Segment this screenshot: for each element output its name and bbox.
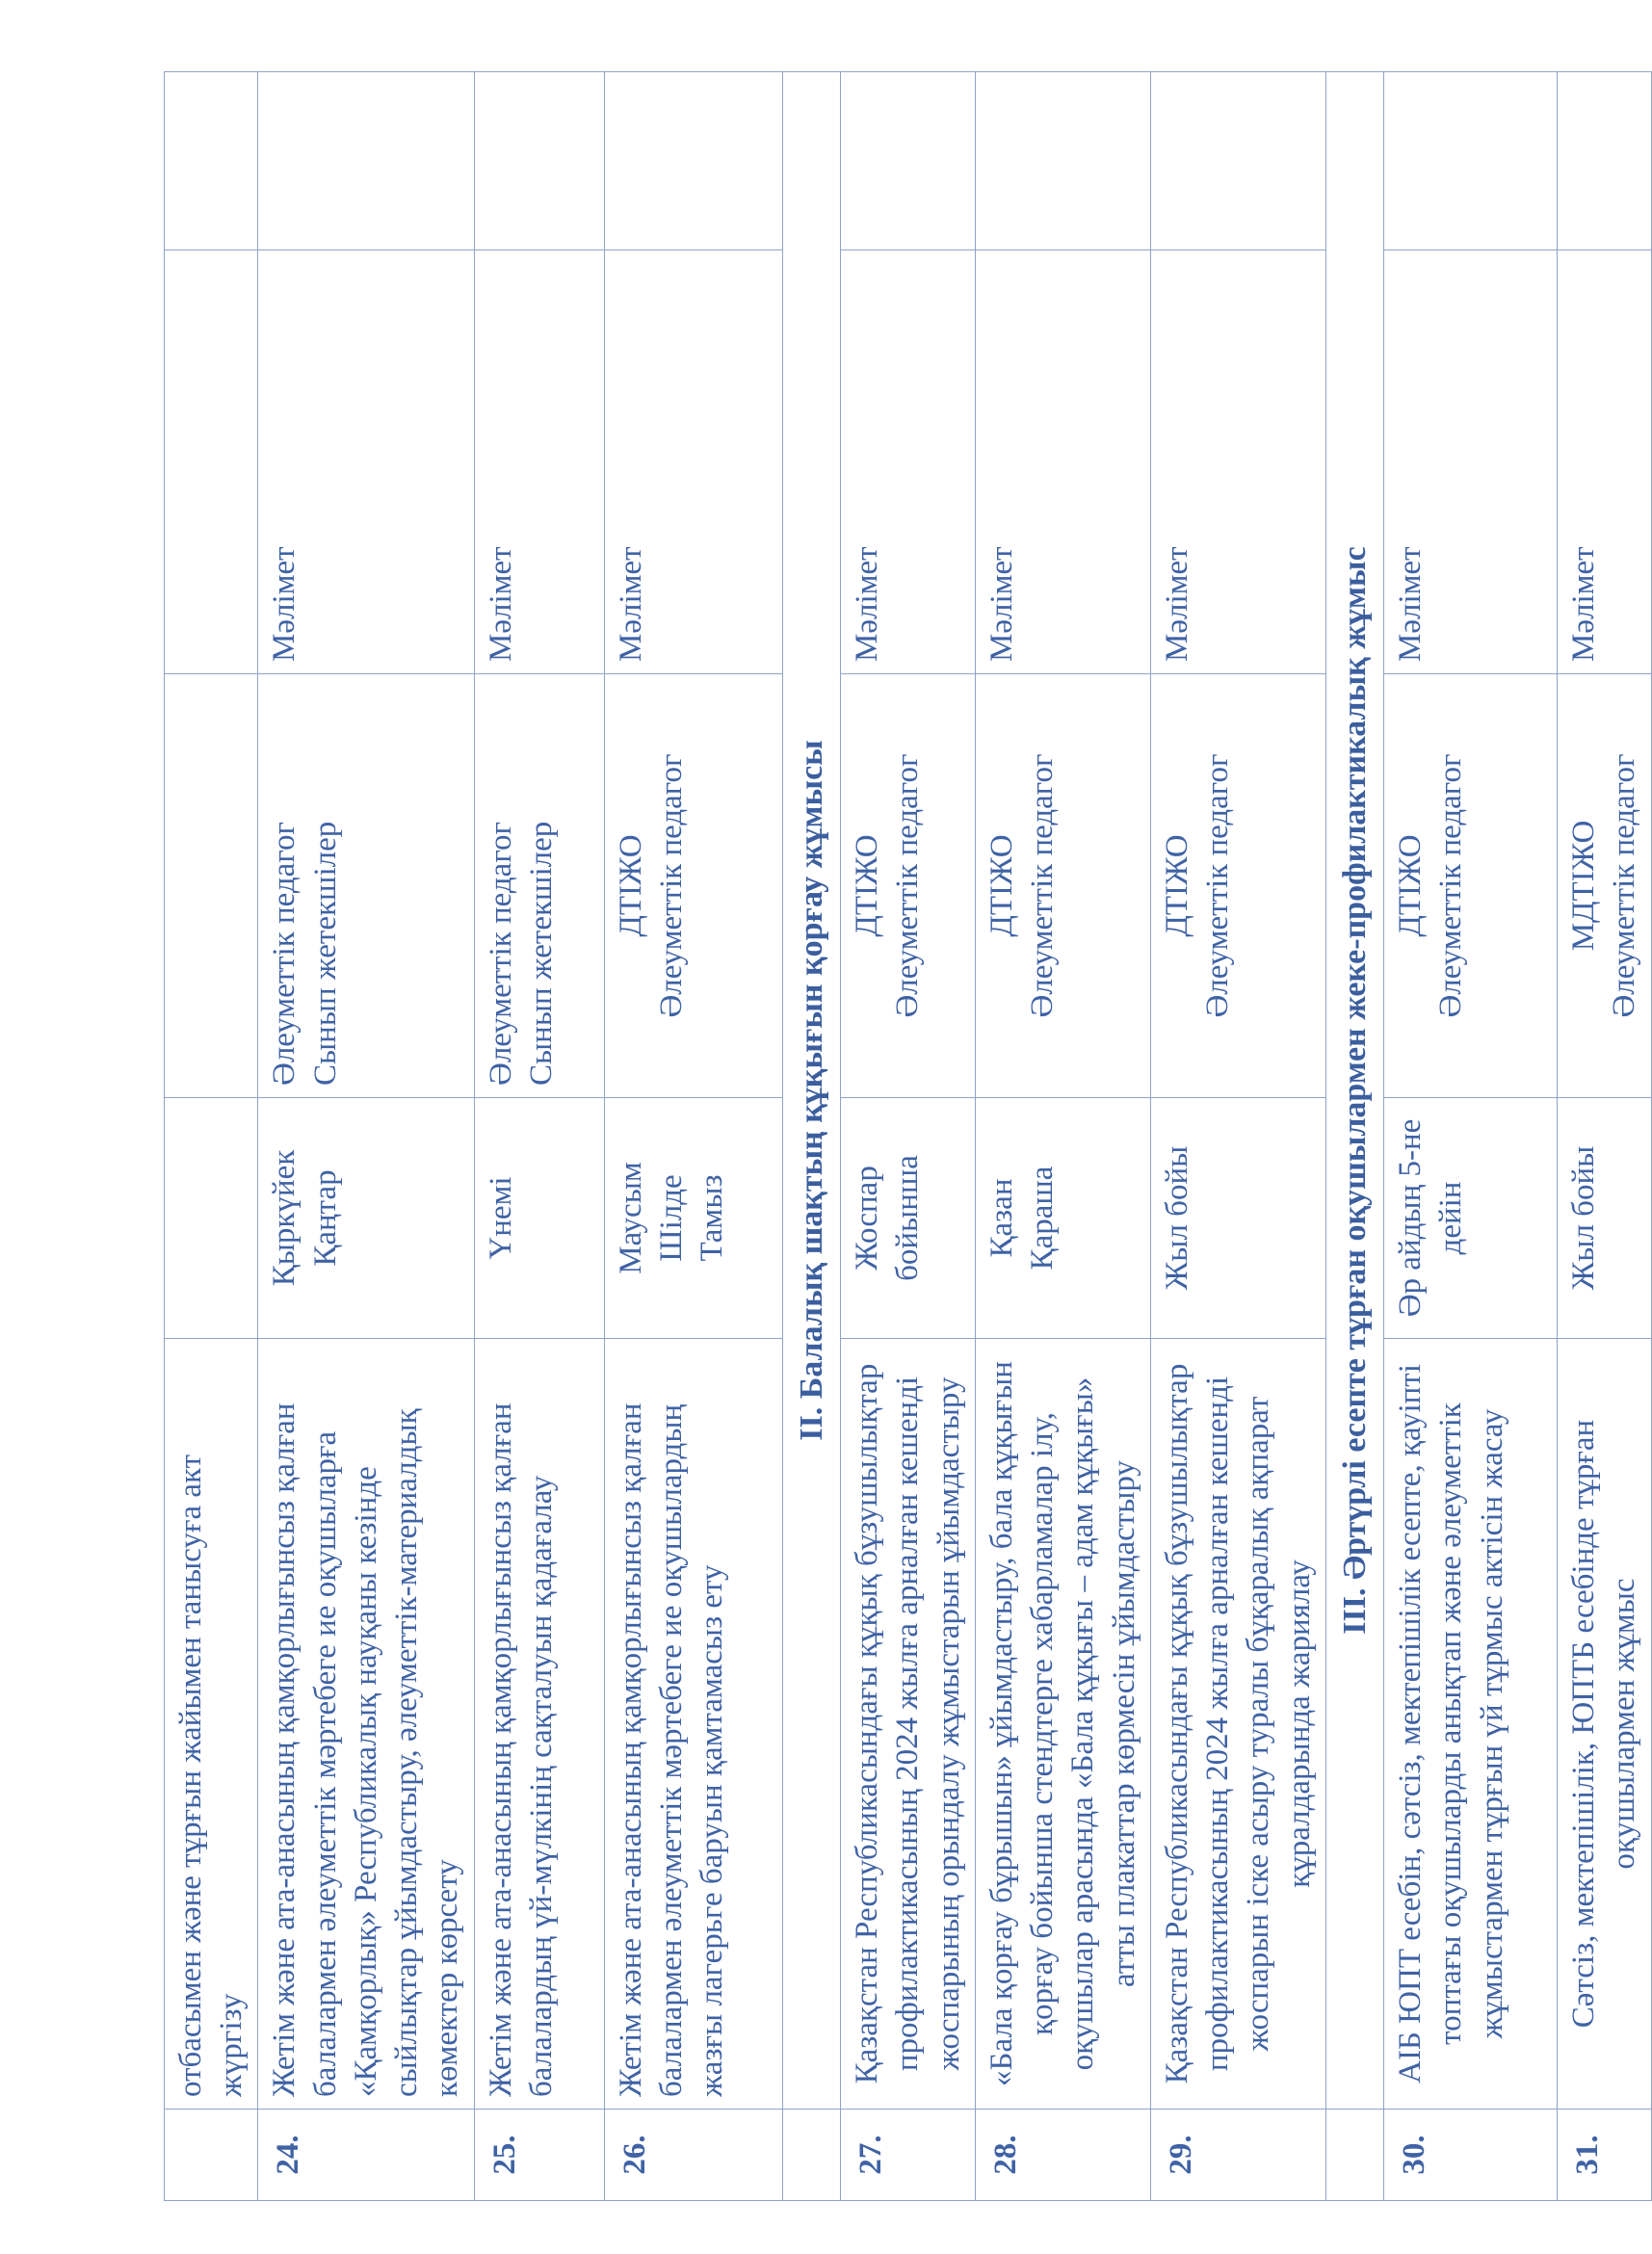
table-row xyxy=(1384,72,1558,2201)
row-number: 24. xyxy=(258,2110,474,2201)
task-cell: АІБ ЮПТ есебін, сәтсіз, мектепішілік есепте, қауіпті топтағы оқушыларды анықтап және әлеуметтік жұмыстармен тұрғын үй тұрмыс актісін жасау xyxy=(1384,1339,1558,2110)
term-cell: Үнемі xyxy=(474,1098,604,1339)
form-cell: Мәлімет xyxy=(975,250,1150,674)
row-number: 28. xyxy=(975,2110,1150,2201)
rotated-table-wrapper xyxy=(164,72,1642,2201)
note-cell xyxy=(1150,72,1325,250)
section-heading-3: ІІІ. Әртүрлі есепте тұрған оқушылармен жеке-профилактикалық жұмыс xyxy=(1325,72,1384,2110)
row-number: 25. xyxy=(474,2110,604,2201)
note-cell xyxy=(975,72,1150,250)
note-cell xyxy=(841,72,976,250)
term-cell: Маусым Шілде Тамыз xyxy=(604,1098,782,1339)
table-row xyxy=(165,72,258,2201)
task-cell: Сәтсіз, мектепішілік, ЮПТБ есебінде тұрған оқушылармен жұмыс xyxy=(1558,1339,1651,2110)
task-cell: Қазақстан Республикасындағы құқық бұзушылықтар профилактикасының 2024 жылға арналған кешенді жоспарының орындалу жұмыстарын ұйымдастыру xyxy=(841,1339,976,2110)
table-row xyxy=(258,72,474,2201)
term-cell xyxy=(165,1098,258,1339)
task-cell: Қазақстан Республикасындағы құқық бұзушылықтар профилактикасының 2024 жылға арналған кешенді жоспарын іске асыру туралы бұқаралық ақпарат құралдарында жариялау xyxy=(1150,1339,1325,2110)
responsible-cell: МДТІЖО Әлеуметтік педагог xyxy=(1558,674,1651,1098)
row-number: 27. xyxy=(841,2110,976,2201)
responsible-cell xyxy=(165,674,258,1098)
task-cell: Жетім және ата-анасының қамқорлығынсыз қалған балалармен әлеуметтік мәртебеге ие оқушылардың жазғы лагерьге баруын қамтамасыз ету xyxy=(604,1339,782,2110)
responsible-cell: ДТІЖО Әлеуметтік педагог xyxy=(841,674,976,1098)
row-number xyxy=(165,2110,258,2201)
table-row xyxy=(604,72,782,2201)
responsible-cell: Әлеуметтік педагог Сынып жетекшілер xyxy=(258,674,474,1098)
form-cell: Мәлімет xyxy=(841,250,976,674)
section-heading-2: ІІ. Балалық шақтың құқығын қорғау жұмысы xyxy=(782,72,841,2110)
term-cell: Жоспар бойынша xyxy=(841,1098,976,1339)
task-cell: Жетім және ата-анасының қамқорлығынсыз қалған балалардың үй-мүлкінің сақталуын қадағалау xyxy=(474,1339,604,2110)
responsible-cell: ДТІЖО Әлеуметтік педагог xyxy=(975,674,1150,1098)
responsible-cell: ДТІЖО Әлеуметтік педагог xyxy=(604,674,782,1098)
responsible-cell: ДТІЖО Әлеуметтік педагог xyxy=(1384,674,1558,1098)
row-number: 26. xyxy=(604,2110,782,2201)
note-cell xyxy=(474,72,604,250)
responsible-cell: ДТІЖО Әлеуметтік педагог xyxy=(1150,674,1325,1098)
term-cell: Қыркүйек Қаңтар xyxy=(258,1098,474,1339)
section-row xyxy=(782,72,841,2201)
row-number: 30. xyxy=(1384,2110,1558,2201)
note-cell xyxy=(604,72,782,250)
term-cell: Жыл бойы xyxy=(1558,1098,1651,1339)
form-cell: Мәлімет xyxy=(1558,250,1651,674)
task-cell: отбасымен және тұрғын жайымен танысуға акт жүргізу xyxy=(165,1339,258,2110)
term-cell: Қазан Қараша xyxy=(975,1098,1150,1339)
form-cell: Мәлімет xyxy=(258,250,474,674)
table-row xyxy=(474,72,604,2201)
form-cell: Мәлімет xyxy=(604,250,782,674)
row-number: 29. xyxy=(1150,2110,1325,2201)
plan-table xyxy=(164,71,1652,2201)
term-cell: Жыл бойы xyxy=(1150,1098,1325,1339)
note-cell xyxy=(258,72,474,250)
note-cell xyxy=(1558,72,1651,250)
responsible-cell: Әлеуметтік педагог Сынып жетекшілер xyxy=(474,674,604,1098)
form-cell: Мәлімет xyxy=(1150,250,1325,674)
table-row xyxy=(975,72,1150,2201)
table-row xyxy=(841,72,976,2201)
row-number: 31. xyxy=(1558,2110,1651,2201)
task-cell: «Бала қорғау бұрышын» ұйымдастыру, бала құқығын қорғау бойынша стендтерге хабарламалар ілу, оқушылар арасында «Бала құқығы – адам құқығы» атты плакаттар көрмесін ұйымдастыру xyxy=(975,1339,1150,2110)
note-cell xyxy=(1384,72,1558,250)
form-cell: Мәлімет xyxy=(1384,250,1558,674)
term-cell: Әр айдың 5-не дейін xyxy=(1384,1098,1558,1339)
form-cell xyxy=(165,250,258,674)
table-row xyxy=(1558,72,1651,2201)
note-cell xyxy=(165,72,258,250)
task-cell: Жетім және ата-анасының қамқорлығынсыз қалған балалармен әлеуметтік мәртебеге ие оқушыларға «Қамқорлық» Республикалық науқаны кезінде сыйлықтар ұйымдастыру, әлеуметтік-материалдық көмектер көрсету xyxy=(258,1339,474,2110)
table-row xyxy=(1150,72,1325,2201)
form-cell: Мәлімет xyxy=(474,250,604,674)
section-row xyxy=(1325,72,1384,2201)
